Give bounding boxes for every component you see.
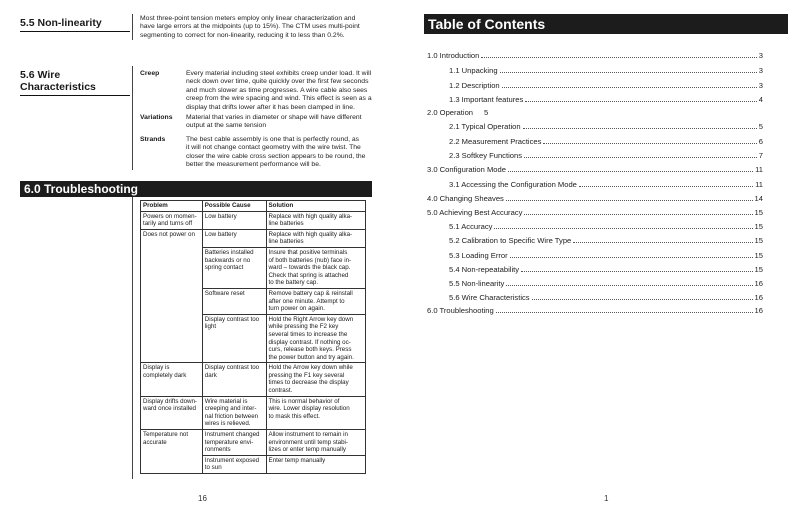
column-header-solution: Solution (266, 201, 365, 212)
section-divider (132, 66, 133, 170)
toc-entry[interactable]: 5.3 Loading Error 15 (449, 251, 763, 260)
toc-entry[interactable]: 1.1 Unpacking 3 (449, 66, 763, 75)
table-row (141, 363, 366, 396)
cause-cell: Low battery (202, 229, 266, 247)
column-header-cause: Possible Cause (202, 201, 266, 212)
strands-label: Strands (140, 136, 166, 143)
cause-cell: Wire material is creeping and inter- nal friction between wires is relieved. (202, 396, 266, 429)
toc-heading: Table of Contents (424, 14, 788, 34)
troubleshooting-table (140, 200, 366, 474)
toc-entry[interactable]: 2.1 Typical Operation 5 (449, 122, 763, 131)
cause-cell: Batteries installed backwards or no spring contact (202, 247, 266, 288)
cause-cell: Instrument changed temperature envi- ronments (202, 430, 266, 456)
problem-cell: Display is completely dark (141, 363, 203, 396)
toc-entry[interactable]: 5.2 Calibration to Specific Wire Type 15 (449, 236, 763, 245)
table-row (141, 396, 366, 429)
toc-entry[interactable]: 1.2 Description 3 (449, 81, 763, 90)
toc-entry[interactable]: 1.3 Important features 4 (449, 95, 763, 104)
solution-cell: Remove battery cap & reinstall after one minute. Attempt to turn power on again. (266, 288, 365, 314)
solution-cell: Insure that positive terminals of both batteries (nub) face in- ward – towards the black cap. Check that spring is attached to the battery cap. (266, 247, 365, 288)
toc-entry[interactable]: 4.0 Changing Sheaves 14 (427, 194, 763, 203)
cause-cell: Display contrast too dark (202, 363, 266, 396)
problem-cell: Does not power on (141, 229, 203, 363)
cause-cell: Low battery (202, 211, 266, 229)
table-row (141, 211, 366, 229)
problem-cell: Display drifts down- ward once installed (141, 396, 203, 429)
toc-entry[interactable]: 1.0 Introduction 3 (427, 51, 763, 60)
problem-cell: Powers on momen- tarily and turns off (141, 211, 203, 229)
problem-cell: Temperature not accurate (141, 430, 203, 474)
table-row (141, 229, 366, 247)
solution-cell: Replace with high quality alka- line batteries (266, 229, 365, 247)
solution-cell: Hold the Right Arrow key down while pressing the F2 key several times to increase the display contrast. If nothing oc- curs, release both keys. Press the power button and try again. (266, 314, 365, 363)
toc-entry[interactable]: 5.5 Non-linearity 16 (449, 279, 763, 288)
section-divider (132, 14, 133, 40)
solution-cell: Hold the Arrow key down while pressing the F1 key several times to decrease the display contrast. (266, 363, 365, 396)
cause-cell: Display contrast too light (202, 314, 266, 363)
toc-entry[interactable]: 5.6 Wire Characteristics 16 (449, 293, 763, 302)
solution-cell: Replace with high quality alka- line batteries (266, 211, 365, 229)
toc-entry[interactable]: 3.1 Accessing the Configuration Mode 11 (449, 180, 763, 189)
wire-characteristics-heading: 5.6 Wire Characteristics (20, 69, 130, 96)
toc-entry[interactable]: 5.1 Accuracy 15 (449, 222, 763, 231)
toc-entry[interactable]: 2.0 Operation 5 (427, 108, 489, 117)
page-number: 1 (604, 494, 609, 503)
cause-cell: Software reset (202, 288, 266, 314)
section-divider (132, 197, 133, 479)
table-header-row (141, 201, 366, 212)
variations-label: Variations (140, 114, 173, 121)
toc-entry[interactable]: 5.0 Achieving Best Accuracy 15 (427, 208, 763, 217)
column-header-problem: Problem (141, 201, 203, 212)
strands-text: The best cable assembly is one that is perfectly round, as it will not change contact geometry with the wire twist. The closer the wire cable cross section appears to be round, the better the measurement performance will be. (186, 136, 366, 169)
cause-cell: Instrument exposed to sun (202, 455, 266, 473)
variations-text: Material that varies in diameter or shape will have different output at the same tension (186, 114, 362, 130)
nonlinearity-heading: 5.5 Non-linearity (20, 17, 130, 32)
solution-cell: Allow instrument to remain in environment until temp stabi- lizes or enter temp manually (266, 430, 365, 456)
toc-entry[interactable]: 6.0 Troubleshooting 16 (427, 306, 763, 315)
solution-cell: Enter temp manually (266, 455, 365, 473)
toc-entry[interactable]: 2.3 Softkey Functions 7 (449, 151, 763, 160)
nonlinearity-text: Most three-point tension meters employ only linear characterization and have large errors at the midpoints (up to 15%). The CTM uses multi-point segmenting to correct for non-linearity, reducing it to less than 0.2%. (140, 15, 360, 39)
toc-entry[interactable]: 5.4 Non-repeatability 15 (449, 265, 763, 274)
toc-entry[interactable]: 3.0 Configuration Mode 11 (427, 165, 763, 174)
solution-cell: This is normal behavior of wire. Lower display resolution to mask this effect. (266, 396, 365, 429)
table-row (141, 430, 366, 456)
creep-text: Every material including steel exhibits creep under load. It will neck down over time, quite quickly over the first few seconds and much slower as time progresses. A wire cable also sees creep from the wire spacing and wind. This effect is seen as a display that drifts lower after it has been clamped in line. (186, 70, 372, 111)
troubleshooting-heading: 6.0 Troubleshooting (20, 181, 372, 197)
creep-label: Creep (140, 70, 160, 77)
toc-entry[interactable]: 2.2 Measurement Practices 6 (449, 137, 763, 146)
page-number: 16 (198, 494, 207, 503)
